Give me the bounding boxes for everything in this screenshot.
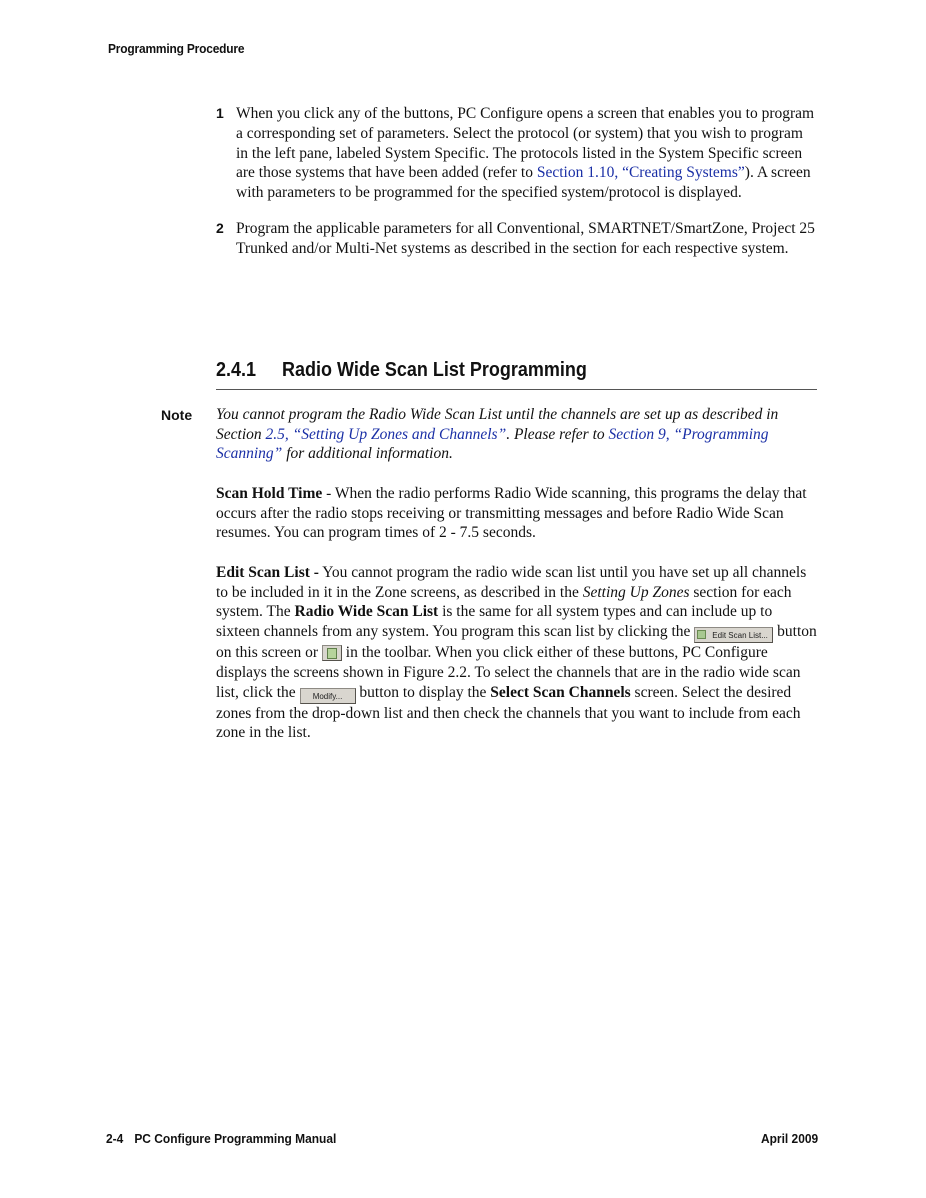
- section-number: 2.4.1: [216, 359, 257, 381]
- edit-scan-paragraph: Edit Scan List - You cannot program the radio wide scan list until you have set up all channels to be included in it in the Zone screens, as described in the Setting Up Zones section for each system. The Radio Wide Scan List is the same for all system types and can include up to sixteen channels from any system. You program this scan list by clicking the Edit Scan List... button on this screen or in the toolbar. When you click either of these buttons, PC Configure displays the screens shown in Figure 2.2. To select the channels that are in the radio wide scan list, click the Modify... button to display the Select Scan Channels screen. Select the desired zones from the drop-down list and then check the channels that you want to include from each zone in the list.: [216, 564, 817, 742]
- modify-button-image: Modify...: [300, 688, 356, 704]
- section-heading: [216, 357, 817, 390]
- manual-title: PC Configure Programming Manual: [134, 1131, 337, 1146]
- step-item: [216, 104, 816, 203]
- footer-date: April 2009: [760, 1131, 818, 1146]
- section-9-link[interactable]: Section 9, “Programming Scanning”: [216, 425, 769, 463]
- section-1-10-link[interactable]: Section 1.10,: [536, 164, 619, 182]
- note-label: Note: [161, 407, 193, 423]
- step-text: ). A screen with parameters to be programmed for the specified system/protocol is displayed.: [236, 164, 811, 202]
- scan-list-icon: [327, 648, 337, 659]
- creating-systems-link[interactable]: “Creating Systems”: [622, 164, 745, 182]
- section-title: Radio Wide Scan List Programming: [282, 359, 587, 381]
- numbered-steps: [216, 104, 816, 275]
- step-text: When you click any of the buttons, PC Configure opens a screen that enables you to program a corresponding set of parameters. Select the protocol (or system) that you wish to program in the left pane, labeled System Specific. The protocols listed in the System Specific screen are those systems that have been added (refer to: [236, 105, 815, 182]
- page-number: 2-4: [106, 1131, 124, 1146]
- step-text: Program the applicable parameters for all Conventional, SMARTNET/SmartZone, Project 25 Trunked and/or Multi-Net systems as described in the section for each respective system.: [236, 219, 815, 257]
- footer-left: [106, 1131, 336, 1146]
- toolbar-scan-list-icon: [322, 645, 342, 661]
- scan-hold-term: Scan Hold Time: [216, 485, 323, 502]
- step-number: 1: [216, 105, 224, 121]
- list-icon: [697, 630, 706, 639]
- note-text: You cannot program the Radio Wide Scan List until the channels are set up as described in Section 2.5, “Setting Up Zones and Channels”. Please refer to Section 9, “Programming Scanning” for additional information.: [216, 406, 779, 463]
- section-2-5-link[interactable]: 2.5, “Setting Up Zones and Channels”: [265, 425, 507, 443]
- step-number: 2: [216, 219, 224, 236]
- step-item: [216, 219, 816, 259]
- edit-scan-term: Edit Scan List -: [216, 564, 319, 581]
- scan-hold-paragraph: Scan Hold Time - When the radio performs Radio Wide scanning, this programs the delay that occurs after the radio stops receiving or transmitting messages and before Radio Wide Scan resumes. You can program times of 2 - 7.5 seconds.: [216, 485, 807, 542]
- running-header: Programming Procedure: [108, 41, 245, 56]
- edit-scan-list-button-image: Edit Scan List...: [694, 627, 773, 643]
